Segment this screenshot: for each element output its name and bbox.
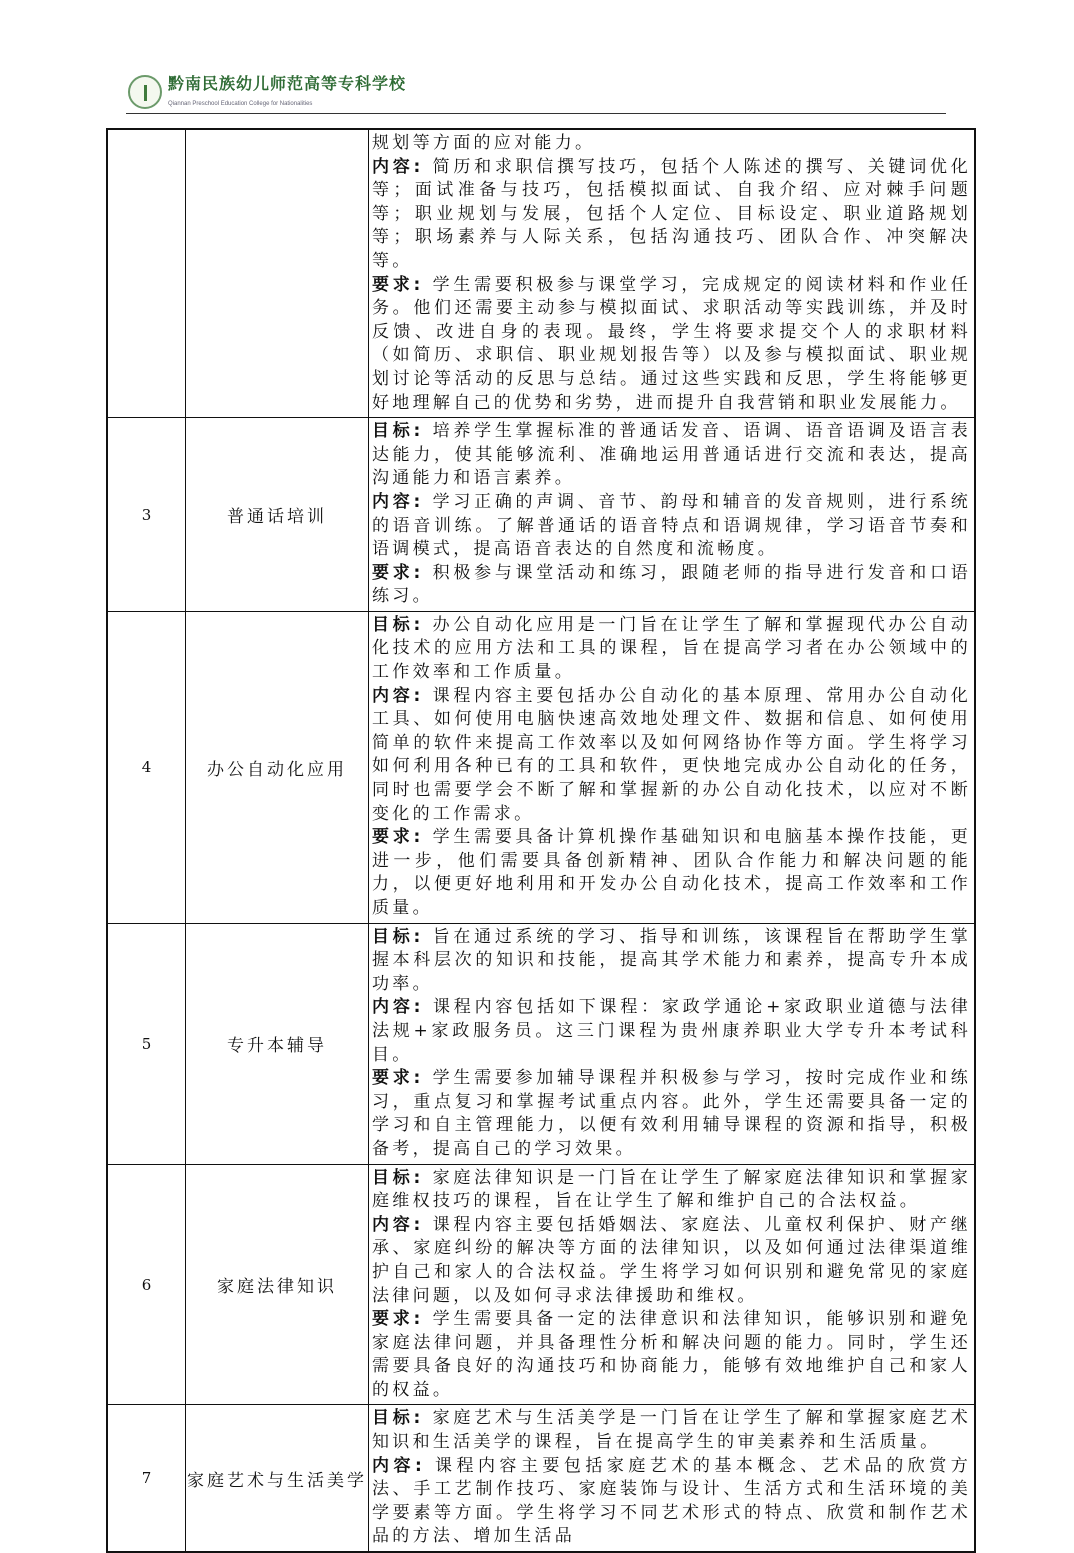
course-description bbox=[369, 129, 976, 418]
course-row bbox=[107, 611, 975, 923]
paragraph-label: 内容: bbox=[372, 997, 424, 1018]
paragraph-label: 内容: bbox=[372, 491, 424, 512]
paragraph-label: 要求: bbox=[372, 274, 424, 295]
paragraph-text: 培养学生掌握标准的普通话发音、语调、语音语调及语言表达能力，使其能够流利、准确地运用普通话进行交流和表达，提高沟通能力和语言素养。 bbox=[372, 421, 971, 489]
paragraph-text: 课程内容包括如下课程：家政学通论+家政职业道德与法律法规+家政服务员。这三门课程为贵州康养职业大学专升本考试科目。 bbox=[372, 997, 972, 1065]
paragraph-text: 办公自动化应用是一门旨在让学生了解和掌握现代办公自动化技术的应用方法和工具的课程，旨在提高学习者在办公领域中的工作效率和工作质量。 bbox=[372, 614, 971, 683]
description-paragraph bbox=[372, 926, 971, 997]
description-paragraph bbox=[372, 1167, 971, 1214]
course-row bbox=[107, 1405, 975, 1552]
description-paragraph bbox=[372, 491, 971, 562]
course-name: 普通话培训 bbox=[186, 418, 369, 612]
paragraph-text: 学生需要积极参与课堂学习，完成规定的阅读材料和作业任务。他们还需要主动参与模拟面试、求职活动等实践训练，并及时反馈、改进自身的表现。最终，学生将要求提交个人的求职材料（如简历、求职信、职业规划报告等）以及参与模拟面试、职业规划讨论等活动的反思与总结。通过这些实践和反思，学生将能够更好地理解自己的优势和劣势，进而提升自我营销和职业发展能力。 bbox=[372, 274, 971, 413]
header-divider bbox=[126, 113, 946, 114]
description-paragraph bbox=[372, 1067, 971, 1161]
paragraph-text: 课程内容主要包括办公自动化的基本原理、常用办公自动化工具、如何使用电脑快速高效地处理文件、数据和信息、如何使用简单的软件来提高工作效率以及如何网络协作等方面。学生将学习如何利用各种已有的工具和软件，更快地完成办公自动化的任务，同时也需要学会不断了解和掌握新的办公自动化技术，以应对不断变化的工作需求。 bbox=[372, 685, 971, 824]
paragraph-label: 目标: bbox=[372, 421, 424, 442]
course-description bbox=[369, 1164, 976, 1405]
description-paragraph bbox=[372, 562, 971, 609]
paragraph-label: 内容: bbox=[372, 685, 424, 706]
paragraph-text: 积极参与课堂活动和练习，跟随老师的指导进行发音和口语练习。 bbox=[372, 562, 971, 607]
paragraph-label: 目标: bbox=[372, 614, 424, 635]
paragraph-label: 内容: bbox=[372, 1214, 424, 1235]
paragraph-label: 目标: bbox=[372, 1167, 424, 1188]
college-logo-icon bbox=[128, 75, 162, 109]
paragraph-label: 内容: bbox=[372, 1455, 426, 1476]
course-name bbox=[186, 129, 369, 418]
paragraph-text: 规划等方面的应对能力。 bbox=[372, 133, 596, 153]
paragraph-text: 学生需要具备计算机操作基础知识和电脑基本操作技能，更进一步，他们需要具备创新精神、团队合作能力和解决问题的能力，以便更好地利用和开发办公自动化技术，提高工作效率和工作质量。 bbox=[372, 827, 971, 918]
description-paragraph bbox=[372, 1308, 971, 1402]
course-name: 家庭法律知识 bbox=[186, 1164, 369, 1405]
description-paragraph bbox=[372, 274, 971, 416]
paragraph-text: 简历和求职信撰写技巧，包括个人陈述的撰写、关键词优化等；面试准备与技巧，包括模拟面试、自我介绍、应对棘手问题等；职业规划与发展，包括个人定位、目标设定、职业道路规划等；职场素养与人际关系，包括沟通技巧、团队合作、冲突解决等。 bbox=[372, 156, 971, 271]
description-paragraph bbox=[372, 132, 971, 156]
paragraph-text: 家庭艺术与生活美学是一门旨在让学生了解和掌握家庭艺术知识和生活美学的课程，旨在提高学生的审美素养和生活质量。 bbox=[372, 1408, 971, 1453]
course-name: 专升本辅导 bbox=[186, 923, 369, 1164]
paragraph-text: 学生需要具备一定的法律意识和法律知识，能够识别和避免家庭法律问题，并具备理性分析和解决问题的能力。同时，学生还需要具备良好的沟通技巧和协商能力，能够有效地维护自己和家人的权益。 bbox=[372, 1309, 971, 1400]
paragraph-label: 要求: bbox=[372, 1309, 424, 1330]
description-paragraph bbox=[372, 826, 971, 920]
paragraph-label: 目标: bbox=[372, 1408, 424, 1429]
course-name: 办公自动化应用 bbox=[186, 611, 369, 923]
description-paragraph bbox=[372, 1407, 971, 1454]
description-paragraph bbox=[372, 156, 971, 274]
description-paragraph bbox=[372, 420, 971, 491]
course-number: 4 bbox=[107, 611, 186, 923]
paragraph-text: 家庭法律知识是一门旨在让学生了解家庭法律知识和掌握家庭维权技巧的课程，旨在让学生了解和维护自己的合法权益。 bbox=[372, 1167, 971, 1212]
college-name-en: Qiannan Preschool Education College for Nationalities bbox=[168, 101, 313, 107]
paragraph-text: 课程内容主要包括家庭艺术的基本概念、艺术品的欣赏方法、手工艺制作技巧、家庭装饰与设计、生活方式和生活环境的美学要素等方面。学生将学习不同艺术形式的特点、欣赏和制作艺术品的方法、增加生活品 bbox=[372, 1455, 971, 1547]
course-name: 家庭艺术与生活美学 bbox=[186, 1405, 369, 1552]
paragraph-label: 内容: bbox=[372, 156, 424, 177]
course-row bbox=[107, 418, 975, 612]
paragraph-text: 旨在通过系统的学习、指导和训练，该课程旨在帮助学生掌握本科层次的知识和技能，提高其学术能力和素养，提高专升本成功率。 bbox=[372, 926, 971, 994]
paragraph-text: 学生需要参加辅导课程并积极参与学习，按时完成作业和练习，重点复习和掌握考试重点内容。此外，学生还需要具备一定的学习和自主管理能力，以便有效利用辅导课程的资源和指导，积极备考，提高自己的学习效果。 bbox=[372, 1068, 971, 1159]
course-number bbox=[107, 129, 186, 418]
course-row bbox=[107, 923, 975, 1164]
paragraph-label: 要求: bbox=[372, 827, 424, 848]
course-description bbox=[369, 1405, 976, 1552]
paragraph-text: 学习正确的声调、音节、韵母和辅音的发音规则，进行系统的语音训练。了解普通话的语音特点和语调规律，学习语音节奏和语调模式，提高语音表达的自然度和流畅度。 bbox=[372, 491, 971, 560]
course-row bbox=[107, 1164, 975, 1405]
description-paragraph bbox=[372, 1214, 971, 1308]
course-description bbox=[369, 418, 976, 612]
course-number: 6 bbox=[107, 1164, 186, 1405]
description-paragraph bbox=[372, 1455, 971, 1549]
page-header bbox=[126, 72, 946, 112]
course-number: 3 bbox=[107, 418, 186, 612]
paragraph-label: 目标: bbox=[372, 926, 424, 947]
course-row bbox=[107, 129, 975, 418]
description-paragraph bbox=[372, 614, 971, 685]
college-name-cn: 黔南民族幼儿师范高等专科学校 bbox=[168, 74, 407, 93]
description-paragraph bbox=[372, 996, 971, 1067]
paragraph-label: 要求: bbox=[372, 562, 424, 583]
paragraph-text: 课程内容主要包括婚姻法、家庭法、儿童权利保护、财产继承、家庭纠纷的解决等方面的法律知识，以及如何通过法律渠道维护自己和家人的合法权益。学生将学习如何识别和避免常见的家庭法律问题，以及如何寻求法律援助和维权。 bbox=[372, 1214, 971, 1306]
course-description bbox=[369, 611, 976, 923]
course-description bbox=[369, 923, 976, 1164]
course-number: 7 bbox=[107, 1405, 186, 1552]
paragraph-label: 要求: bbox=[372, 1068, 424, 1089]
course-table bbox=[106, 128, 976, 1553]
description-paragraph bbox=[372, 685, 971, 827]
course-number: 5 bbox=[107, 923, 186, 1164]
